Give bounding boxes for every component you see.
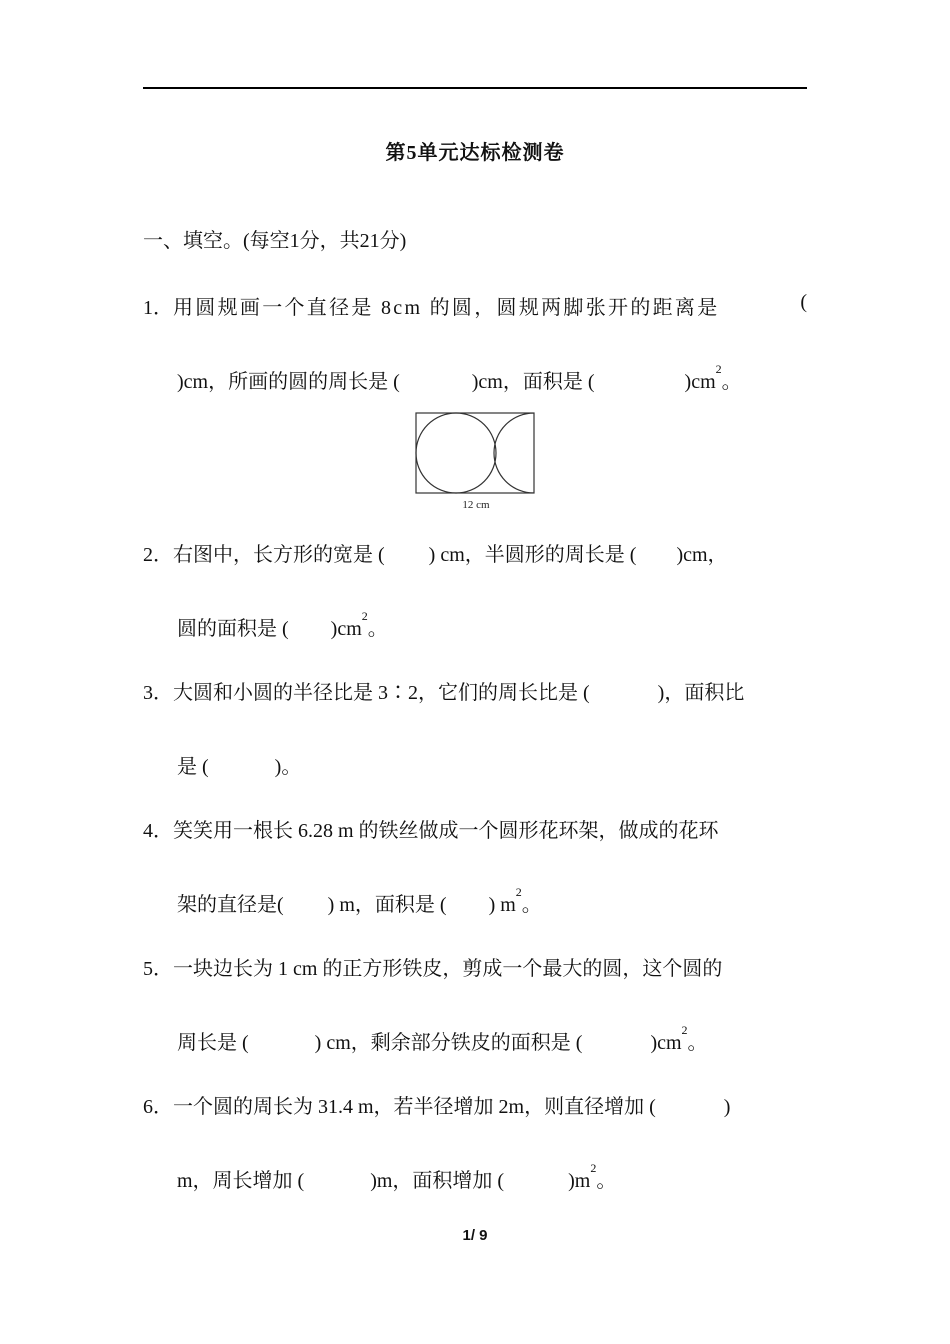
- question-4-line-1: 4．笑笑用一根长 6.28 m 的铁丝做成一个圆形花环架，做成的花环: [143, 820, 719, 842]
- question-3-line-2: 是 ( )。: [177, 756, 302, 778]
- question-1-line-1: [143, 291, 807, 320]
- answer-blank-open: (: [800, 291, 807, 313]
- circles-in-rectangle-figure: [414, 411, 538, 513]
- question-text: 用圆规画一个直径是 8cm 的圆，圆规两脚张开的距离是: [173, 297, 720, 319]
- question-1-line-2: )cm，所画的圆的周长是 ( )cm，面积是 ( )$cm^2$。: [177, 362, 742, 393]
- question-2-line-2: 圆的面积是 ( )$cm^2$。: [177, 609, 388, 640]
- question-6-line-1: 6．一个圆的周长为 31.4 m，若半径增加 2m，则直径增加 ( ): [143, 1096, 731, 1118]
- question-number: 1．: [143, 297, 173, 319]
- question-4-line-2: 架的直径是( ) m，面积是 ( ) $m^2$。: [177, 885, 542, 916]
- question-3-line-1: 3．大圆和小圆的半径比是 3∶2，它们的周长比是 ( )，面积比: [143, 682, 745, 704]
- figure-label: 12 cm: [462, 499, 490, 511]
- section-heading: 一、填空。(每空1分，共21分): [143, 230, 407, 252]
- page-number: 1/ 9: [462, 1227, 488, 1244]
- header-rule: [143, 87, 807, 89]
- question-5-line-1: 5．一块边长为 1 cm 的正方形铁皮，剪成一个最大的圆，这个圆的: [143, 958, 723, 980]
- page-title: 第5单元达标检测卷: [385, 142, 565, 164]
- question-5-line-2: 周长是 ( ) cm，剩余部分铁皮的面积是 ( )$cm^2$。: [177, 1023, 708, 1054]
- question-2-line-1: 2．右图中，长方形的宽是 ( ) cm，半圆形的周长是 ( )cm，: [143, 544, 728, 566]
- question-6-line-2: m，周长增加 ( )m，面积增加 ( )$m^2$。: [177, 1161, 617, 1192]
